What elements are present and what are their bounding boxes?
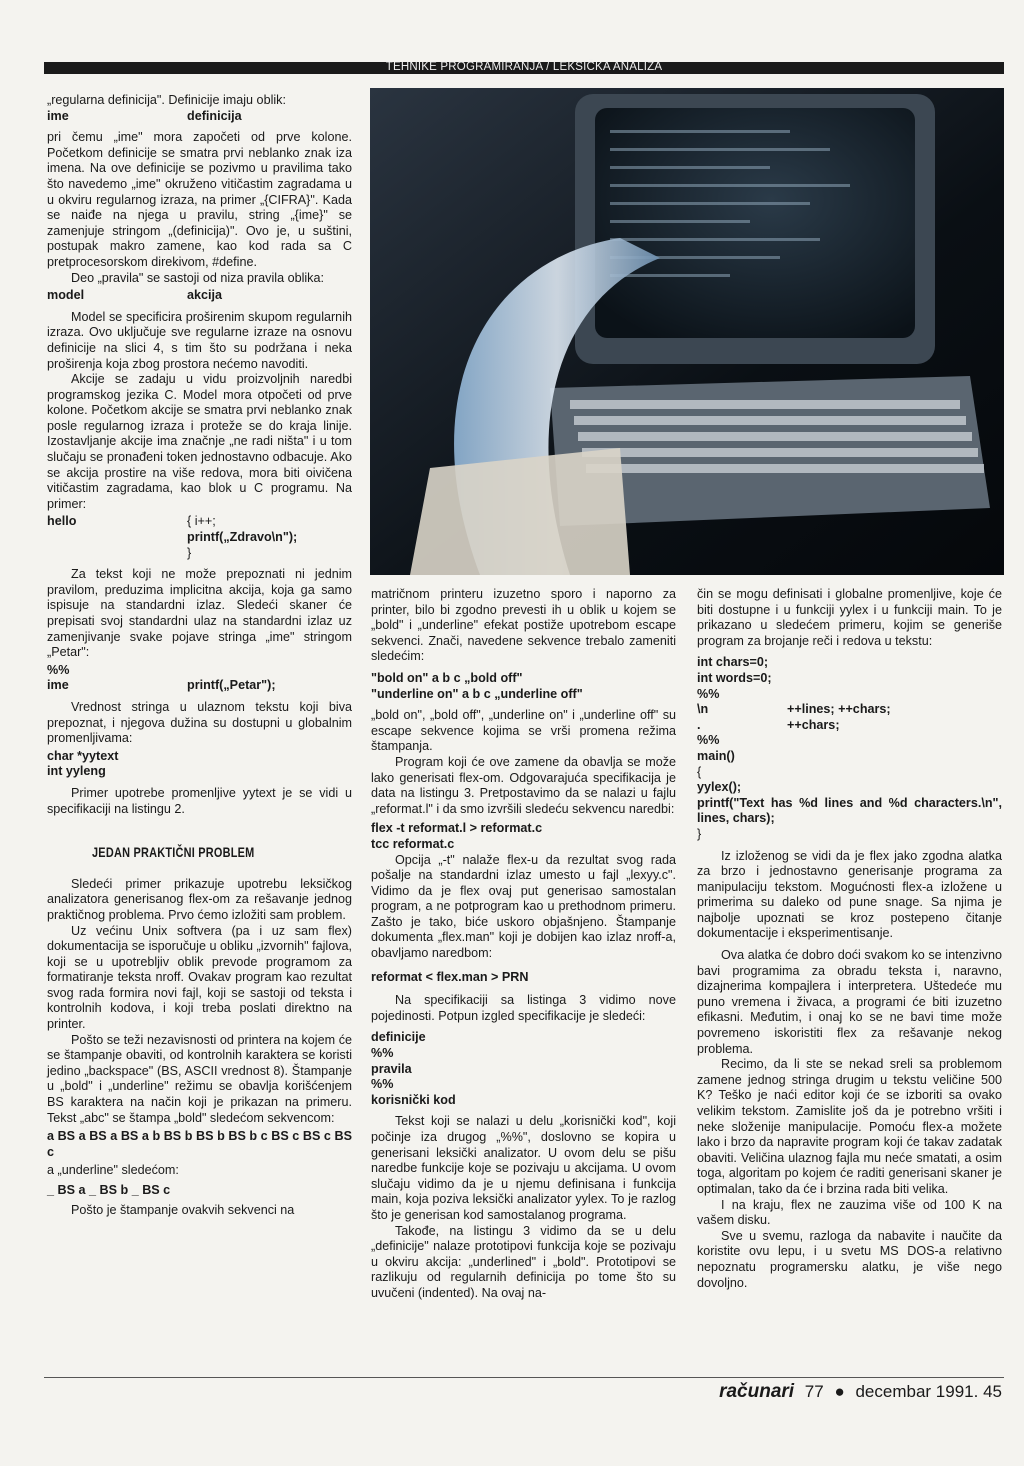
paragraph: Iz izloženog se vidi da je flex jako zgodna alatka za brzo i jednostavno generisanje programa za manipulaciju tekstom. Mogućnosti flex-a izložene u primerima su daleko od pune snage. Sa njima je najbolje upoznati se kroz postepeno čitanje dokumentacije i eksperimentisanje. [697, 848, 1002, 941]
issue-date: decembar 1991. [855, 1382, 979, 1401]
code-example [371, 1030, 676, 1108]
code-example [47, 514, 352, 561]
code-line: %% [371, 1077, 394, 1092]
code-line: pravila [371, 1061, 412, 1076]
code-keyword: . [697, 717, 701, 732]
paragraph: Na specifikaciji sa listinga 3 vidimo nove pojedinosti. Potpun izgled specifikacije je sledeći: [371, 993, 676, 1023]
paragraph: Recimo, da li ste se nekad sreli sa problemom zamene jednog stringa drugim u tekstu veličine 500 K? Teško je naći editor koji će se izboriti sa ovako velikim tekstom. Zamislite još da je potrebno vršiti i neke složenije manipulacije. Pomoću flex-a možete lako i brzo da napravite program koji će takav zadatak obaviti. Veličina ulaznog fajla mu neće smatati, a osim toga, algoritam po kojem će raditi generisani skaner je optimalan, tako da će i brzina rada biti velika. [697, 1057, 1002, 1196]
code-line: "bold on" a b c „bold off" [371, 670, 523, 685]
code-example [47, 749, 352, 780]
paragraph: Vrednost stringa u ulaznom tekstu koji biva prepoznat, i njegova dužina su dostupni u globalnim promenljivama: [47, 699, 352, 746]
code-value: printf(„Zdravo\n"); [187, 530, 298, 545]
code-line: tcc reformat.c [371, 836, 455, 851]
code-value: %% [697, 686, 720, 701]
code-line: definicije [371, 1030, 426, 1045]
code-value: printf("Text has %d lines and %d characters.\n", lines, chars); [697, 795, 1002, 826]
code-line: flex -t reformat.l > reformat.c [371, 821, 543, 836]
section-title: TEHNIKE PROGRAMIRANJA / LEKSIČKA ANALIZA [385, 61, 663, 73]
paragraph: „bold on", „bold off", „underline on" i „underline off" su escape sekvence kojima se vrši promena režima štampanja. [371, 708, 676, 754]
paragraph: I na kraju, flex ne zauzima više od 100 K na vašem disku. [697, 1197, 1002, 1228]
paragraph: Program koji će ove zamene da obavlja se može lako generisati flex-om. Odgovarajuća specifikacija je data na listingu 3. Pretpostavimo da se nalazi u fajlu „reformat.l" i da smo izvršili sledeću sekvencu naredbi: [371, 754, 676, 816]
footer-rule [44, 1377, 1004, 1378]
code-value: printf(„Petar"); [187, 678, 276, 693]
paragraph: Akcije se zadaju u vidu proizvoljnih naredbi programskog jezika C. Model mora otpočeti od prve kolone. Početkom akcije se smatra prvi neblanko znak posle regularnog izraza i proteže se do kraja linije. Izostavljanje akcije ima značnje „ne radi ništa" i u tom slučaju se pronađeni token jednostavno odbacuje. Ako se akcija prostire na više redova, mora biti oivičena vitičastim zagradama, kao blok u C programu. Na primer: [47, 372, 352, 511]
code-value: ++lines; ++chars; [787, 702, 891, 717]
code-value: } [697, 826, 702, 841]
column-left [47, 93, 352, 1218]
code-keyword: ime [47, 108, 69, 123]
code-keyword: model [47, 288, 85, 303]
code-value: { i++; [187, 514, 216, 529]
code-keyword: ime [47, 678, 69, 693]
code-example: _ BS a _ BS b _ BS c [47, 1183, 171, 1197]
computer-photo-graphic [370, 88, 1004, 575]
paragraph: Uz većinu Unix softvera (pa i uz sam flex) dokumentacija se isporučuje u obliku „izvornih" fajlova, koji se u upotrebljiv oblik prevode programom za formatiranje teksta nroff. Ovakav program kao rezultat svog rada formira novi fajl, koji se sastoji od teksta i kontrolnih kodova, i koji treba poslati direktno na printer. [47, 923, 352, 1032]
illustration-computer-photo [370, 88, 1004, 575]
code-value: ++chars; [787, 717, 840, 732]
paragraph: Pošto je štampanje ovakvih sekvenci na [71, 1202, 295, 1217]
code-value: yylex(); [697, 780, 742, 795]
paragraph: Deo „pravila" se sastoji od niza pravila oblika: [71, 270, 324, 285]
code-value: definicija [187, 108, 242, 123]
page-number: 45 [983, 1382, 1002, 1401]
code-example [47, 663, 352, 694]
paragraph: Pošto se teži nezavisnosti od printera na kojem će se štampanje obaviti, od kontrolnih karaktera se koristi jedino „backspace" (BS, ASCII vrednost 8). Štampanje u „bold" i „underline" režimu se obavlja korišćenjem BS karaktera na način koji je prikazan na primeru. Tekst „abc" se štampa „bold" sledećom sekvencom: [47, 1032, 352, 1125]
code-value: int words=0; [697, 670, 772, 685]
code-line: korisnički kod [371, 1092, 456, 1107]
paragraph: „regularna definicija". Definicije imaju oblik: [47, 93, 286, 107]
paragraph: Model se specificira proširenim skupom regularnih izraza. Ovo uključuje sve regularne izraze na osnovu definicije na slici 4, s tim što su podržana i neka proširenja koja zbog prostora nećemo navoditi. [47, 309, 352, 371]
code-value: akcija [187, 288, 223, 303]
magazine-name: računari [719, 1381, 795, 1402]
code-value: } [187, 545, 192, 560]
paragraph: Ova alatka će dobro doći svakom ko se intenzivno bavi programima za obradu teksta i, naravno, dizajnerima kompajlera i interpretera. Uštedeće mu puno vremena i živaca, a programi će biti izuzetno efikasni. Međutim, i onaj ko se ne bavi time može povremeno iskoristiti flex za rešavanje nekog problema. [697, 948, 1002, 1056]
code-line [47, 109, 352, 125]
paragraph: čin se mogu definisati i globalne promenljive, koje će biti dostupne i u funkciji yylex i u funkciji main. To je prikazano u sledećem primeru, kojim se generiše program za brojanje reči i redova u tekstu: [697, 587, 1002, 648]
paragraph: Opcija „-t" nalaže flex-u da rezultat svog rada pošalje na standardni izlaz umesto u fajl „lexyy.c". Vidimo da je flex ovaj put generisao samostalan program, a ne potprogram kao u prethodnom primeru. Zašto je tako, biće uskoro objašnjeno. Štampanje dokumenta „flex.man" koji je dobijen kao izlaz nroff-a, obavljamo naredbom: [371, 852, 676, 961]
code-value: int yyleng [47, 764, 106, 779]
paragraph: pri čemu „ime" mora započeti od prve kolone. Početkom definicije se smatra prvi neblanko znak iza imena. Na ove definicije se pozivmo u pravilima tako što navedemo „ime" okruženo vitičastim zagradama u u okviru regularnog izraza, na primer „{CIFRA}". Kada se naiđe na njega u pravilu, string „{ime}" se zamenjuje stringom „(definicija)". Ovo je, u suštini, postupak makro zamene, kao kod rada sa C pretprocesorskom direkivom, #define. [47, 130, 352, 269]
code-value: %% [697, 733, 720, 748]
paragraph: Sledeći primer prikazuje upotrebu leksičkog analizatora generisanog flex-om za rešavanje jednog praktičnog problema. Prvo ćemo izložiti sam problem. [47, 876, 352, 922]
code-value: %% [47, 662, 70, 677]
paragraph: Tekst koji se nalazi u delu „korisnički kod", koji počinje iza drugog „%%", doslovno se kopira u generisani leksički analizator. U ovom delu se pišu naredbe funkcije koje se pozivaju u akcijama. U ovom slučaju vidimo da je u njemu definisana i funkcija main, koja poziva leksički analizator yylex. To je razlog što je generisan kod samostalanog programa. [371, 1114, 676, 1222]
code-value: int chars=0; [697, 655, 769, 670]
page-footer [719, 1381, 1002, 1403]
issue-number: 77 [804, 1382, 824, 1401]
column-middle [371, 587, 676, 1302]
section-heading: JEDAN PRAKTIČNI PROBLEM [92, 844, 255, 861]
open-book [410, 448, 630, 575]
header-bar [44, 62, 1004, 74]
code-line [47, 288, 352, 304]
code-keyword: \n [697, 702, 709, 717]
code-line: reformat < flex.man > PRN [371, 969, 529, 984]
code-example [697, 655, 1002, 842]
code-line: "underline on" a b c „underline off" [371, 686, 583, 701]
code-example: a BS a BS a BS a b BS b BS b BS b c BS c BS c BS c [47, 1129, 352, 1159]
code-value: char *yytext [47, 748, 119, 763]
paragraph: Takođe, na listingu 3 vidimo da se u delu „definicije" nalaze prototipovi funkcija koje se pozivaju u okviru akcija: „underlined" i „bold". Prototipovi se razlikuju od regularnih definicija po tome što su uvučeni (indented). Na ovaj na- [371, 1223, 676, 1300]
paragraph: Za tekst koji ne može prepoznati ni jednim pravilom, preduzima implicitna akcija, koja ga samo ispisuje na standardni izlaz. Sledeći skaner će prepisati svoj standardni ulaz na standardni izlaz uz zamenjivanje svake pojave stringa „ime" stringom „Petar": [47, 567, 352, 660]
code-value: { [697, 764, 702, 779]
bullet-icon: ● [834, 1382, 845, 1401]
code-line: %% [371, 1046, 394, 1061]
paragraph: a „underline" sledećom: [47, 1163, 179, 1178]
paragraph: matričnom printeru izuzetno sporo i naporno za printer, bilo bi zgodno prevesti ih u oblik u kojem se „bold" i „underline" efekat postiže upotrebom escape sekvenci. Znači, navedene sekvence trebalo zameniti sledećim: [371, 587, 676, 664]
paragraph: Sve u svemu, razloga da nabavite i naučite da koristite ovu lepu, i u svetu MS DOS-a relativno nepoznatu programersku alatku, je više nego dovoljno. [697, 1228, 1002, 1290]
code-keyword: hello [47, 514, 77, 529]
column-right [697, 587, 1002, 1291]
paragraph: Primer upotrebe promenljive yytext je se vidi u specifikaciji na listingu 2. [47, 785, 352, 816]
code-value: main() [697, 748, 735, 763]
